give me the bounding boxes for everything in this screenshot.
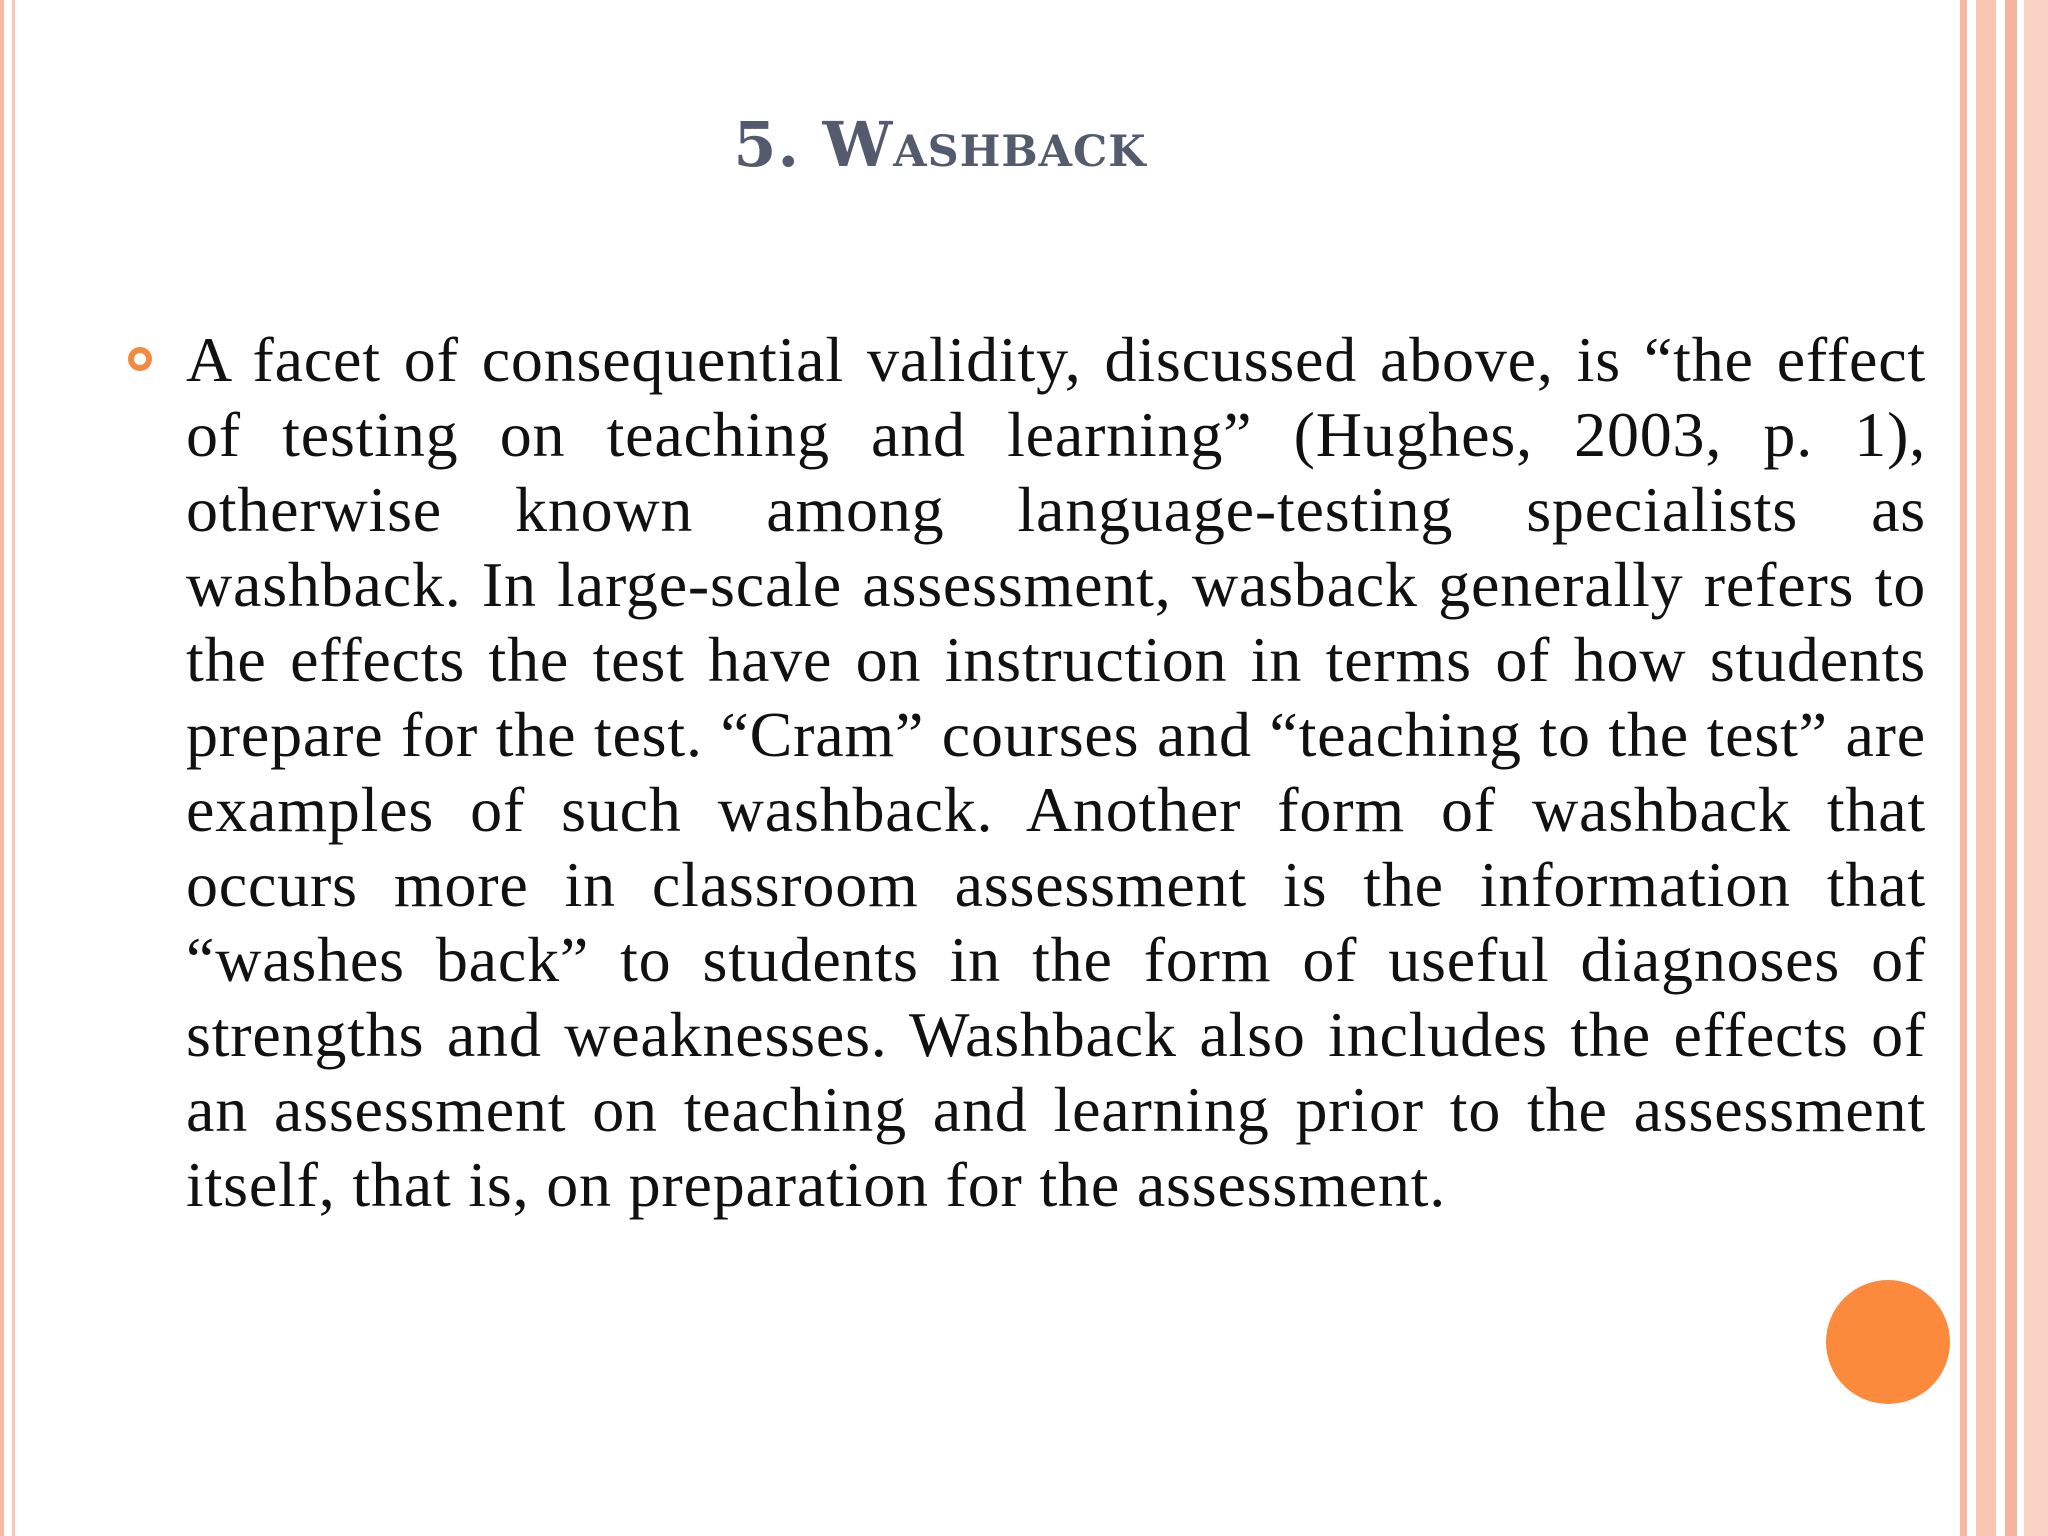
left-border-stripe <box>0 0 4 1536</box>
left-border-stripe <box>12 0 15 1536</box>
bullet-text: A facet of consequential validity, discussed above, is “the effect of testing on teaching and learning” (Hughes, 2003, p. 1), otherwise known among language-testing specialists as washback. In large-scale assessment, wasback generally refers to the effects the test have on instruction in terms of how students prepare for the test. “Cram” courses and “teaching to the test” are examples of such washback. Another form of washback that occurs more in classroom assessment is the information that “washes back” to students in the form of useful diagnoses of strengths and weaknesses. Washback also includes the effects of an assessment on teaching and learning prior to the assessment itself, that is, on preparation for the assessment. <box>186 324 1926 1220</box>
right-border-stripe <box>1976 0 1996 1536</box>
decorative-circle <box>1826 1280 1950 1404</box>
circle-bullet-icon <box>128 347 152 371</box>
right-border-stripe <box>2005 0 2017 1536</box>
slide-title: 5. Washback <box>733 108 1147 181</box>
right-border-stripe <box>2024 0 2048 1536</box>
right-border-stripe <box>1960 0 1967 1536</box>
